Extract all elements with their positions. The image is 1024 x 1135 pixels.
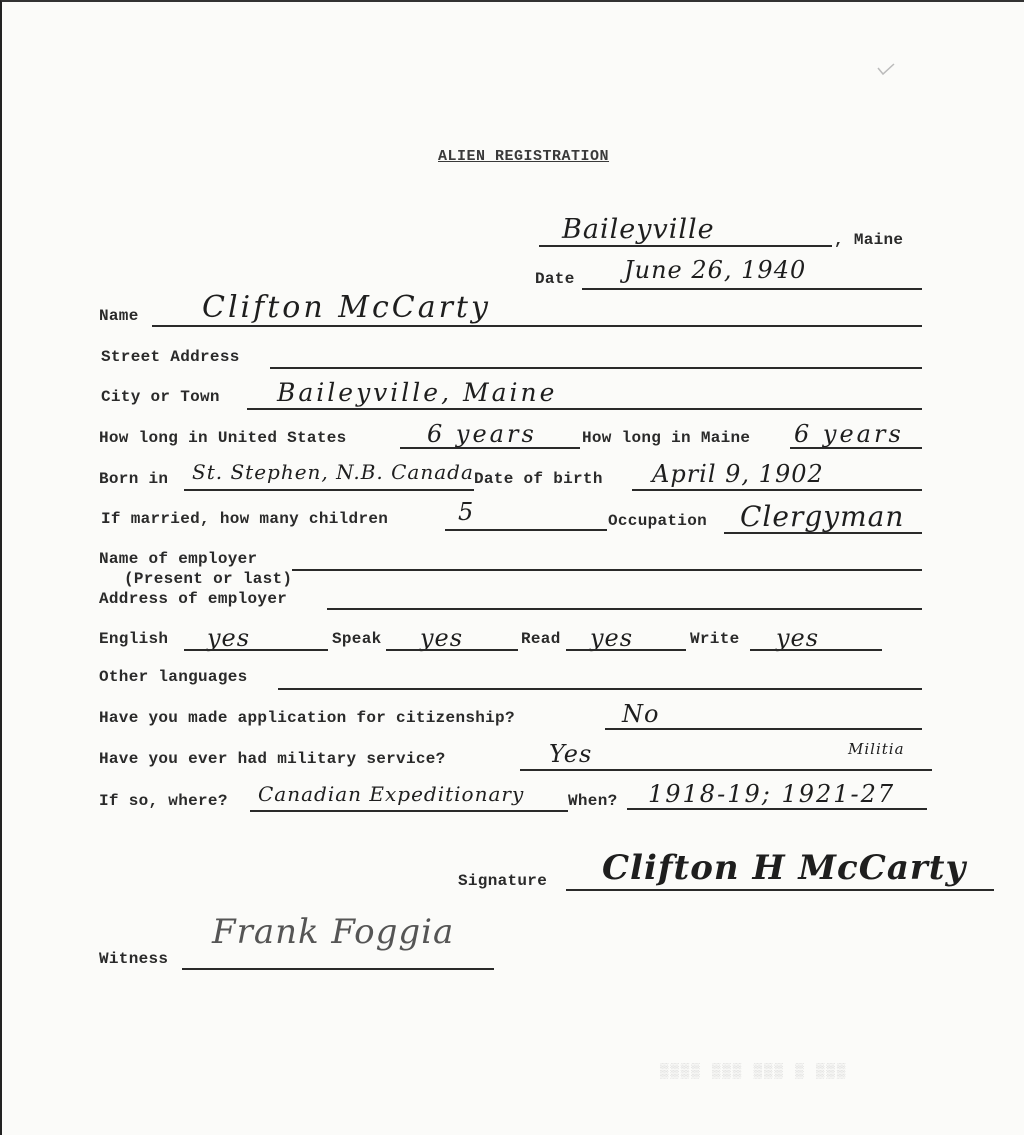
when-value: 1918-19; 1921-27 (648, 780, 896, 808)
when-line (627, 808, 927, 810)
other-languages-label: Other languages (99, 668, 248, 686)
military-line (520, 769, 932, 771)
signature-label: Signature (458, 872, 548, 890)
english-label: English (99, 630, 169, 648)
children-line (445, 529, 607, 531)
born-line (184, 489, 474, 491)
citizenship-line (605, 728, 922, 730)
maine-value: 6 years (794, 420, 904, 448)
militia-note: Militia (848, 740, 905, 758)
form-title: ALIEN REGISTRATION (438, 148, 610, 165)
name-label: Name (99, 307, 139, 325)
signature-line (566, 889, 994, 891)
when-label: When? (568, 792, 618, 810)
other-languages-line (278, 688, 922, 690)
witness-label: Witness (99, 950, 169, 968)
where-label: If so, where? (99, 792, 228, 810)
state-label: , Maine (834, 231, 904, 249)
dob-value: April 9, 1902 (652, 460, 824, 488)
citizenship-label: Have you made application for citizenship? (99, 709, 515, 727)
children-label: If married, how many children (101, 510, 389, 528)
date-value: June 26, 1940 (624, 256, 807, 284)
occupation-line (724, 532, 922, 534)
faint-stamp: ▒▒▒▒ ▒▒▒ ▒▒▒ ▒ ▒▒▒ (660, 1064, 848, 1080)
witness-line (182, 968, 494, 970)
occupation-value: Clergyman (740, 500, 905, 533)
children-value: 5 (458, 498, 475, 526)
born-value: St. Stephen, N.B. Canada (192, 460, 474, 484)
city-line (247, 408, 922, 410)
maine-label: How long in Maine (582, 429, 751, 447)
where-line (250, 810, 568, 812)
citizenship-value: No (622, 700, 660, 728)
born-label: Born in (99, 470, 169, 488)
check-mark-icon (876, 62, 896, 76)
signature-value: Clifton H McCarty (602, 848, 967, 888)
name-value: Clifton McCarty (202, 290, 491, 325)
write-label: Write (690, 630, 740, 648)
town-line (539, 245, 832, 247)
write-line (750, 649, 882, 651)
maine-line (790, 447, 922, 449)
name-line (152, 325, 922, 327)
witness-value: Frank Foggia (212, 912, 455, 952)
employer-label: Name of employer (99, 550, 258, 568)
street-line (270, 367, 922, 369)
employer-address-line (327, 608, 922, 610)
present-or-last-label: (Present or last) (124, 570, 293, 588)
employer-address-label: Address of employer (99, 590, 288, 608)
employer-line (292, 569, 922, 571)
dob-label: Date of birth (474, 470, 603, 488)
date-line (582, 288, 922, 290)
speak-value: yes (420, 624, 464, 652)
english-line (184, 649, 328, 651)
speak-label: Speak (332, 630, 382, 648)
city-label: City or Town (101, 388, 220, 406)
dob-line (632, 489, 922, 491)
us-line (400, 447, 580, 449)
read-value: yes (590, 624, 634, 652)
city-value: Baileyville, Maine (277, 378, 558, 407)
where-value: Canadian Expeditionary (258, 782, 525, 806)
write-value: yes (776, 624, 820, 652)
town-value: Baileyville (562, 214, 715, 245)
us-value: 6 years (427, 420, 537, 448)
state-text: Maine (853, 231, 904, 249)
street-label: Street Address (101, 348, 240, 366)
military-label: Have you ever had military service? (99, 750, 446, 768)
date-label: Date (535, 270, 575, 288)
speak-line (386, 649, 518, 651)
read-label: Read (521, 630, 561, 648)
english-value: yes (207, 624, 251, 652)
military-value: Yes (549, 740, 593, 768)
us-label: How long in United States (99, 429, 347, 447)
read-line (566, 649, 686, 651)
occupation-label: Occupation (608, 512, 708, 530)
